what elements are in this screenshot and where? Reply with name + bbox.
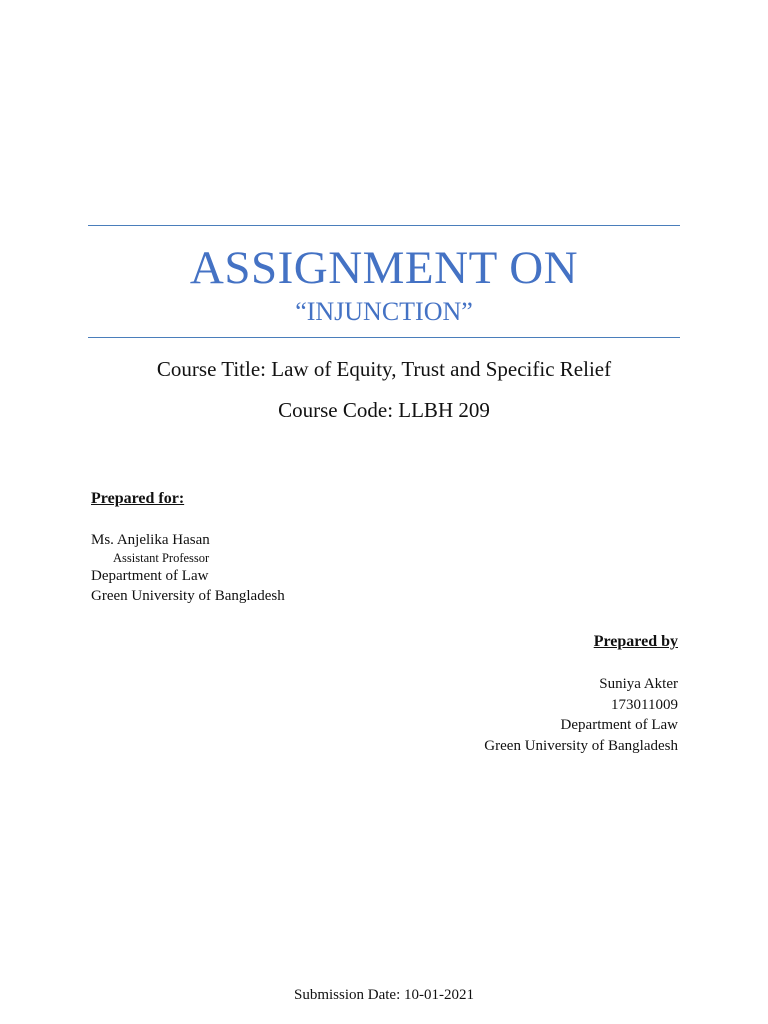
assignment-subtitle: “INJUNCTION” [295, 297, 473, 326]
prepared-by-heading: Prepared by [593, 633, 678, 650]
prepared-by-block [484, 674, 678, 756]
submission-date: Submission Date: 10-01-2021 [294, 987, 474, 1003]
bottom-divider [88, 337, 680, 338]
author-id: 173011009 [611, 696, 678, 713]
assignment-title: ASSIGNMENT ON [189, 242, 579, 294]
prepared-for-heading: Prepared for: [91, 490, 185, 507]
prepared-for-block [91, 530, 285, 606]
author-name: Suniya Akter [599, 676, 678, 692]
course-title: Course Title: Law of Equity, Trust and Specific Relief [156, 357, 612, 381]
recipient-department: Department of Law [91, 568, 209, 584]
recipient-university: Green University of Bangladesh [91, 588, 285, 604]
course-code: Course Code: LLBH 209 [278, 398, 490, 422]
top-divider [88, 225, 680, 226]
author-department: Department of Law [560, 717, 678, 733]
recipient-name: Ms. Anjelika Hasan [91, 532, 210, 548]
author-university: Green University of Bangladesh [484, 737, 678, 754]
recipient-position: Assistant Professor [113, 551, 210, 565]
